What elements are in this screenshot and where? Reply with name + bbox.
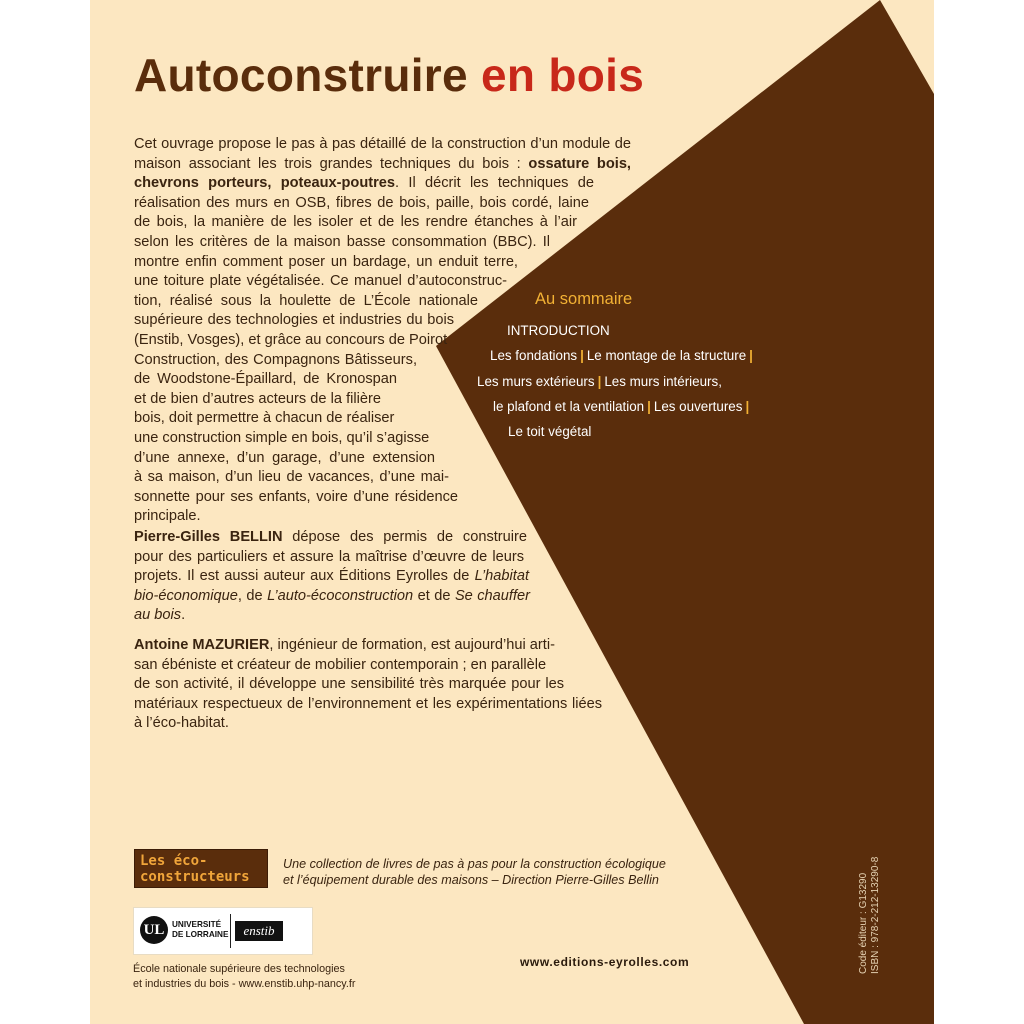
text-segment: une construction simple en bois, qu’il s’agisse [134, 429, 430, 446]
toc-item-fondations: Les fondations [490, 348, 578, 363]
text-segment: à sa maison, d’un lieu de vacances, d’une mai- [134, 469, 449, 486]
text-line [134, 272, 507, 292]
text-line [134, 714, 602, 734]
toc-item-murs-interieurs: Les murs intérieurs, [604, 374, 722, 389]
collection-logo [134, 849, 268, 888]
text-segment: L’auto-écoconstruction [267, 587, 414, 604]
text-segment: à l’éco-habitat. [134, 715, 229, 732]
text-segment: dépose des permis de construire [282, 529, 527, 545]
text-line [134, 567, 529, 587]
text-segment: , ingénieur de formation, est aujourd’hui arti- [269, 637, 555, 653]
school-line-2: et industries du bois - www.enstib.uhp-nancy.fr [133, 978, 356, 990]
text-line [134, 331, 448, 351]
school-line-1: École nationale supérieure des technologies [133, 963, 345, 975]
text-segment: et de [413, 587, 455, 604]
text-segment: Cet ouvrage propose le pas à pas détaillé de la construction d’un module de [134, 136, 631, 152]
toc-separator: | [647, 399, 651, 414]
text-segment: matériaux respectueux de l’environnement et les expérimentations liées [134, 695, 602, 712]
collection-description [283, 856, 666, 889]
text-line [134, 488, 458, 508]
publisher-website: www.editions-eyrolles.com [520, 955, 690, 969]
text-segment: maison associant les trois grandes techniques du bois : [134, 155, 529, 172]
text-line [134, 409, 395, 429]
school-credit [133, 962, 355, 992]
text-line [134, 587, 530, 607]
text-line [134, 528, 527, 548]
partner-logos [133, 907, 313, 955]
text-line [134, 213, 577, 233]
text-segment: pour des particuliers et assure la maîtrise d’œuvre de leurs [134, 548, 524, 565]
text-line [134, 253, 518, 273]
text-segment: L’habitat [474, 568, 529, 585]
text-segment: et de bien d’autres acteurs de la filière [134, 390, 381, 407]
text-segment: Pierre-Gilles BELLIN [134, 529, 283, 545]
text-line [134, 695, 602, 715]
text-line [134, 390, 381, 410]
text-segment: Construction, des Compagnons Bâtisseurs, [134, 351, 417, 368]
text-segment: tion, réalisé sous la houlette de L’École nationale [134, 292, 478, 309]
universite-lorraine-logo-icon: UL [140, 916, 168, 944]
toc-separator: | [597, 374, 602, 389]
toc-introduction: INTRODUCTION [507, 323, 610, 338]
text-segment: une toiture plate végétalisée. Ce manuel d’autoconstruc- [134, 273, 507, 290]
text-segment: bois, doit permettre à chacun de réaliser [134, 410, 395, 427]
author-bio-bellin [134, 528, 530, 626]
enstib-logo: enstib [235, 921, 283, 941]
collection-desc-line1: Une collection de livres de pas à pas pour la construction écologique [283, 857, 666, 871]
isbn-block [858, 857, 882, 974]
text-line [134, 449, 435, 469]
text-line [134, 233, 550, 253]
collection-desc-line2: et l’équipement durable des maisons – Direction Pierre-Gilles Bellin [283, 873, 659, 888]
text-line [134, 429, 430, 449]
text-line [134, 548, 524, 568]
text-line [134, 135, 631, 155]
text-segment: selon les critères de la maison basse consommation (BBC). Il [134, 233, 550, 250]
toc-separator: | [749, 348, 753, 363]
text-line [134, 636, 555, 656]
text-segment: Antoine MAZURIER [134, 637, 270, 653]
title-main: Autoconstruire [134, 49, 468, 101]
author-bio-mazurier [134, 636, 602, 734]
toc-line-3 [493, 399, 752, 414]
text-line [134, 656, 547, 676]
editor-code: Code éditeur : G13290 [858, 872, 869, 974]
text-line [134, 468, 449, 488]
toc-item-ouvertures: Les ouvertures [653, 399, 743, 414]
text-segment: . Il décrit les techniques de [395, 175, 594, 192]
text-segment: réalisation des murs en OSB, fibres de bois, paille, bois cordé, laine [134, 194, 589, 211]
toc-heading: Au sommaire [535, 290, 633, 308]
text-segment: d’une annexe, d’un garage, d’une extension [134, 449, 435, 466]
text-segment: de bois, la manière de les isoler et de les rendre étanches à l’air [134, 214, 577, 231]
text-segment: de Woodstone-Épaillard, de Kronospan [134, 371, 397, 388]
text-line [134, 194, 589, 214]
book-title [134, 48, 644, 102]
text-line [134, 675, 564, 695]
text-line [134, 155, 631, 175]
logo-divider [230, 914, 231, 948]
toc-item-murs-exterieurs: Les murs extérieurs [477, 374, 595, 389]
text-segment: Se chauffer [454, 587, 530, 604]
collection-logo-line1: Les éco- [140, 853, 208, 869]
toc-line-4 [508, 424, 591, 439]
text-segment: , de [237, 587, 268, 604]
title-accent: en bois [480, 49, 645, 101]
text-segment: bio-économique [134, 587, 238, 604]
text-line [134, 351, 417, 371]
book-back-cover [90, 0, 934, 1024]
text-segment: sonnette pour ses enfants, voire d’une résidence [134, 488, 458, 505]
toc-item-toit: Le toit végétal [508, 424, 592, 439]
text-line [134, 507, 631, 527]
text-segment: projets. Il est aussi auteur aux Éditions Eyrolles de [134, 568, 475, 585]
isbn-number: ISBN : 978-2-212-13290-8 [870, 856, 881, 974]
text-segment: ossature bois, [528, 155, 631, 172]
text-segment: au bois [134, 607, 182, 624]
text-line [134, 606, 530, 626]
toc-line-2 [477, 374, 722, 389]
toc-item-structure: Le montage de la structure [586, 348, 747, 363]
text-line [134, 292, 478, 312]
collection-logo-line2: constructeurs [140, 869, 250, 885]
text-segment: chevrons porteurs, poteaux-poutres [134, 175, 396, 192]
toc-item-plafond: le plafond et la ventilation [493, 399, 645, 414]
text-segment: san ébéniste et créateur de mobilier contemporain ; en parallèle [134, 656, 547, 673]
text-segment: principale. [134, 508, 201, 525]
text-segment: . [181, 607, 186, 624]
text-segment: de son activité, il développe une sensibilité très marquée pour les [134, 676, 564, 693]
toc-line-1 [490, 348, 756, 363]
universite-lorraine-name: UNIVERSITÉ DE LORRAINE [172, 920, 229, 939]
toc-separator: | [580, 348, 584, 363]
text-line [134, 370, 397, 390]
text-segment: montre enfin comment poser un bardage, un enduit terre, [134, 253, 518, 270]
text-segment: supérieure des technologies et industries du bois [134, 312, 454, 329]
text-line [134, 311, 454, 331]
text-segment: (Enstib, Vosges), et grâce au concours de Poirot [134, 331, 448, 348]
toc-separator: | [745, 399, 750, 414]
text-line [134, 174, 594, 194]
